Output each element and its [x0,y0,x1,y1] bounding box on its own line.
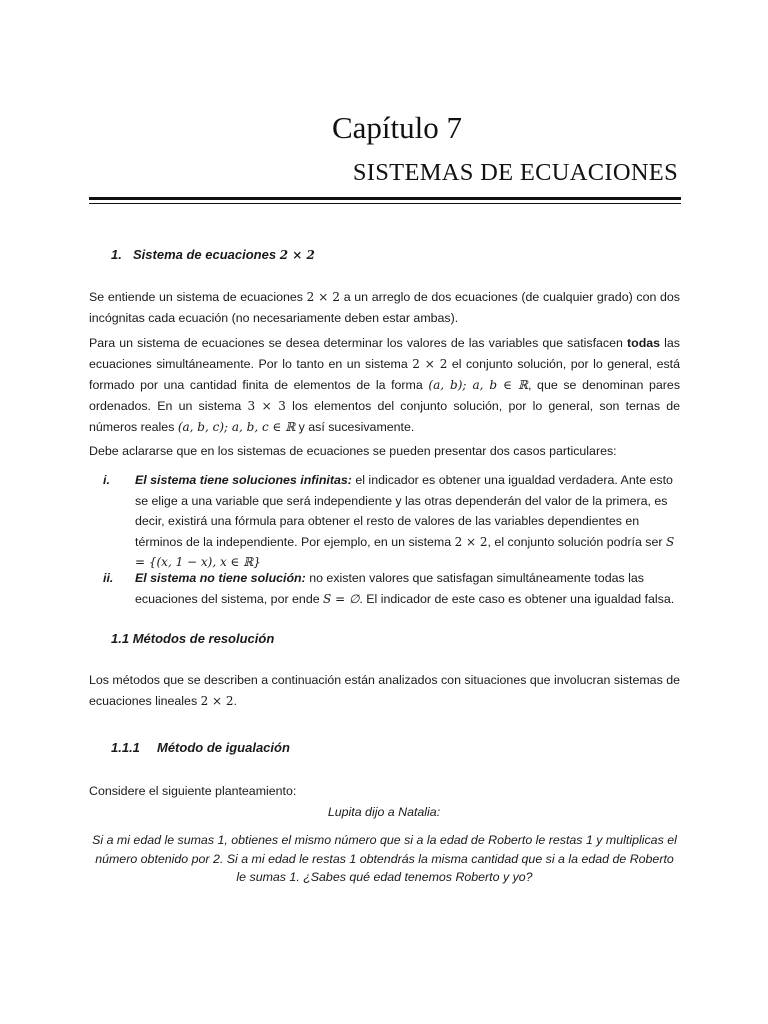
math-run: (a, b); a, b ∈ ℝ [428,378,528,392]
text-run: a un arreglo de dos ecuaciones (de cualquier grado) con dos incógnitas cada ecuación (no necesariamente deben estar ambas). [89,290,680,325]
paragraph-methods [89,670,680,712]
text-run: Se entiende un sistema de ecuaciones [89,290,307,304]
math-run: 2 × 2 [412,357,448,371]
text-run: las ecuaciones simultáneamente. Por lo tanto en un sistema [89,336,680,371]
text-run: Los métodos que se describen a continuación están analizados con situaciones que involucran sistemas de ecuaciones lineales [89,673,680,708]
section-title: Método de igualación [157,740,290,755]
chapter-title: Capítulo 7 [331,110,463,145]
list-item-lead: El sistema no tiene solución: [135,571,306,585]
math-run: 2 × 2 [306,290,341,304]
list-item-body [135,568,675,609]
math-run: 2 × 2 [454,534,488,549]
title-rule-thin [89,203,681,204]
text-run: los elementos del conjunto solución, por lo general, son ternas de números reales [89,399,681,434]
paragraph-consider: Considere el siguiente planteamiento: [89,784,297,798]
text-run: Para un sistema de ecuaciones se desea determinar los valores de las variables que satisfacen [89,336,627,350]
math-run: S = {(x, 1 − x), x ∈ ℝ} [135,534,675,569]
title-rule-thick [89,197,681,200]
text-run: . El indicador de este caso es obtener una igualdad falsa. [359,591,675,606]
list-marker: i. [103,473,110,487]
math-run: (a, b, c); a, b, c ∈ ℝ [177,420,296,434]
list-item-body [135,470,675,573]
text-run: , que se denominan pares ordenados. En un sistema [89,378,681,413]
section-number: 1.1 [111,631,130,646]
section-title: Métodos de resolución [132,631,275,646]
chapter-subtitle: SISTEMAS DE ECUACIONES [352,159,678,186]
paragraph-definition [89,287,680,329]
text-run: el indicador es obtener una igualdad verdadera. Ante esto se elige a una variable que será independiente y las otras dependerán del valor de la primera, es decir, existirá una fórmula para obtener el resto de valores de las variables dependientes en términos de la independiente. Por ejemplo, en un sistema [135,473,673,549]
math-run: S = ∅ [323,591,360,606]
list-marker: ii. [103,571,114,585]
paragraph-solution-set [89,333,680,438]
text-run: . [233,694,237,708]
section-1-1-1-heading [111,740,290,755]
section-1-heading [111,247,315,262]
text-run: , el conjunto solución podría ser [487,534,666,549]
text-run: el conjunto solución, por lo general, está formado por una cantidad finita de elementos de la forma [89,357,680,392]
text-run: y así sucesivamente. [295,420,415,434]
math-run: 3 × 3 [247,399,286,413]
paragraph-particular-cases: Debe aclararse que en los sistemas de ecuaciones se pueden presentar dos casos particulares: [89,444,617,458]
list-item-lead: El sistema tiene soluciones infinitas: [135,473,352,487]
section-number: 1. [111,247,122,262]
math-run: 2 × 2 [200,694,234,708]
section-title: Sistema de ecuaciones [133,247,280,262]
bold-run: todas [627,336,661,350]
quote-text: Si a mi edad le sumas 1, obtienes el mismo número que si a la edad de Roberto le restas 1 y multiplicas el número obtenido por 2. Si a mi edad le restas 1 obtendrás la misma cantidad que si a la edad de Roberto le sumas 1. ¿Sabes qué edad tenemos Roberto y yo? [92,833,677,884]
text-run: no existen valores que satisfagan simultáneamente todas las ecuaciones del sistema, por ende [135,571,644,606]
section-title-math: 2 × 2 [279,248,315,262]
section-1-1-heading [111,631,274,646]
section-number: 1.1.1 [111,740,140,755]
quote-speaker: Lupita dijo a Natalia: [327,805,441,819]
